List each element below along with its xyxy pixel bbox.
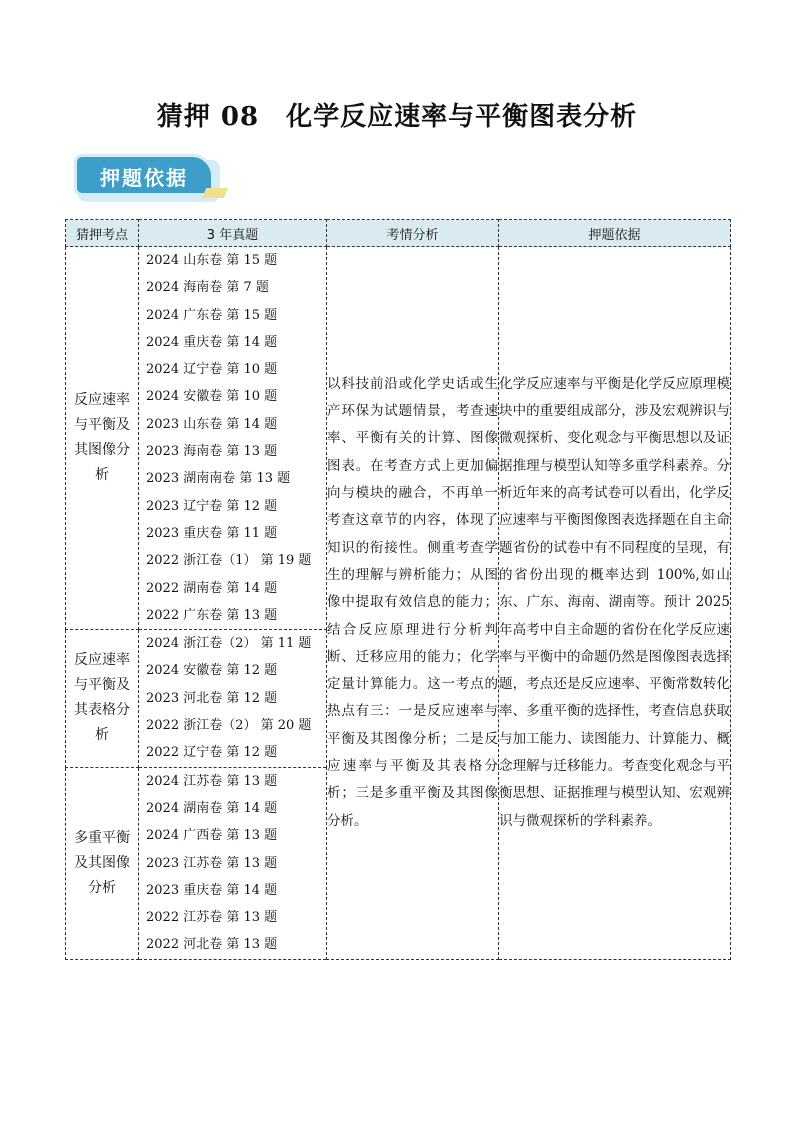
exam-item: 2024 安徽卷 第 10 题	[146, 389, 278, 405]
exam-item: 2024 辽宁卷 第 10 题	[146, 362, 278, 378]
exam-item: 2024 浙江卷（2） 第 11 题	[146, 636, 312, 652]
exam-item: 2024 湖南卷 第 14 题	[146, 800, 278, 816]
exam-item: 2023 江苏卷 第 13 题	[146, 855, 278, 871]
exam-item: 2024 安徽卷 第 12 题	[146, 663, 278, 679]
exam-item: 2023 重庆卷 第 14 题	[146, 882, 278, 898]
topic-label: 多重平衡及其图像分析	[74, 829, 130, 896]
section-badge	[74, 154, 224, 204]
topic-cell	[66, 767, 139, 959]
header-topic: 猜押考点	[66, 220, 139, 247]
topic-label: 反应速率与平衡及其表格分析	[74, 652, 130, 744]
exam-item: 2022 浙江卷（2） 第 20 题	[146, 718, 312, 734]
exam-item: 2023 辽宁卷 第 12 题	[146, 498, 278, 514]
exam-item: 2024 海南卷 第 7 题	[146, 280, 269, 296]
exam-list-cell	[139, 247, 327, 630]
table-header-row	[66, 220, 731, 247]
exam-item: 2023 湖南南卷 第 13 题	[146, 471, 291, 487]
note-icon	[202, 188, 229, 198]
exam-item: 2024 江苏卷 第 13 题	[146, 773, 278, 789]
exam-item: 2023 重庆卷 第 11 题	[146, 525, 278, 541]
exam-list-cell	[139, 767, 327, 959]
exam-item: 2022 湖南卷 第 14 题	[146, 580, 278, 596]
exam-item: 2022 江苏卷 第 13 题	[146, 910, 278, 926]
exam-item: 2023 河北卷 第 12 题	[146, 690, 278, 706]
exam-item: 2024 广西卷 第 13 题	[146, 828, 278, 844]
exam-item: 2022 浙江卷（1） 第 19 题	[146, 553, 312, 569]
badge-label: 押题依据	[100, 166, 188, 190]
analysis-cell: 以科技前沿或化学史话或生产环保为试题情景，考查速率、平衡有关的计算、图像图表。在考查方式上更加偏向与模块的融合，不再单一考查这章节的内容，体现了知识的衔接性。侧重考查学生的理解与辨析能力；从图像中提取有效信息的能力；结合反应原理进行分析判断、迁移应用的能力；化学定量计算能力。这一考点的热点有三：一是反应速率与平衡及其图像分析；二是反应速率与平衡及其表格分析；三是多重平衡及其图像分析。	[327, 247, 499, 960]
exam-item: 2022 辽宁卷 第 12 题	[146, 745, 278, 761]
header-analysis: 考情分析	[327, 220, 499, 247]
table-row	[66, 247, 731, 630]
topic-label: 反应速率与平衡及其图像分析	[74, 392, 130, 484]
header-exams: 3 年真题	[139, 220, 327, 247]
exam-item: 2024 重庆卷 第 14 题	[146, 334, 278, 350]
exam-item: 2024 山东卷 第 15 题	[146, 253, 278, 268]
exam-item: 2023 山东卷 第 14 题	[146, 416, 278, 432]
exam-item: 2023 海南卷 第 13 题	[146, 444, 278, 460]
exam-list-cell	[139, 630, 327, 767]
page-title: 猜押 08 化学反应速率与平衡图表分析	[156, 102, 638, 132]
topic-cell	[66, 630, 139, 767]
exam-item: 2022 广东卷 第 13 题	[146, 607, 278, 623]
basis-cell: 化学反应速率与平衡是化学反应原理模块中的重要组成部分，涉及宏观辨识与微观探析、变化观念与平衡思想以及证据推理与模型认知等多重学科素养。分析近年来的高考试卷可以看出，化学反应速率与平衡图像图表选择题在自主命题省份的试卷中有不同程度的呈现，有的省份出现的概率达到 100%,如山东、广东、海南、湖南等。预计 2025 年高考中自主命题的省份在化学反应速率与平衡中的命题仍然是图像图表选择题，考点还是反应速率、平衡常数转化率、多重平衡的选择性，考查信息获取与加工能力、读图能力、计算能力、概念理解与迁移能力。考查变化观念与平衡思想、证据推理与模型认知、宏观辨识与微观探析的学科素养。	[499, 247, 731, 960]
header-basis: 押题依据	[499, 220, 731, 247]
exam-table	[65, 219, 731, 960]
topic-cell	[66, 247, 139, 630]
exam-item: 2022 河北卷 第 13 题	[146, 937, 278, 953]
exam-item: 2024 广东卷 第 15 题	[146, 307, 278, 323]
